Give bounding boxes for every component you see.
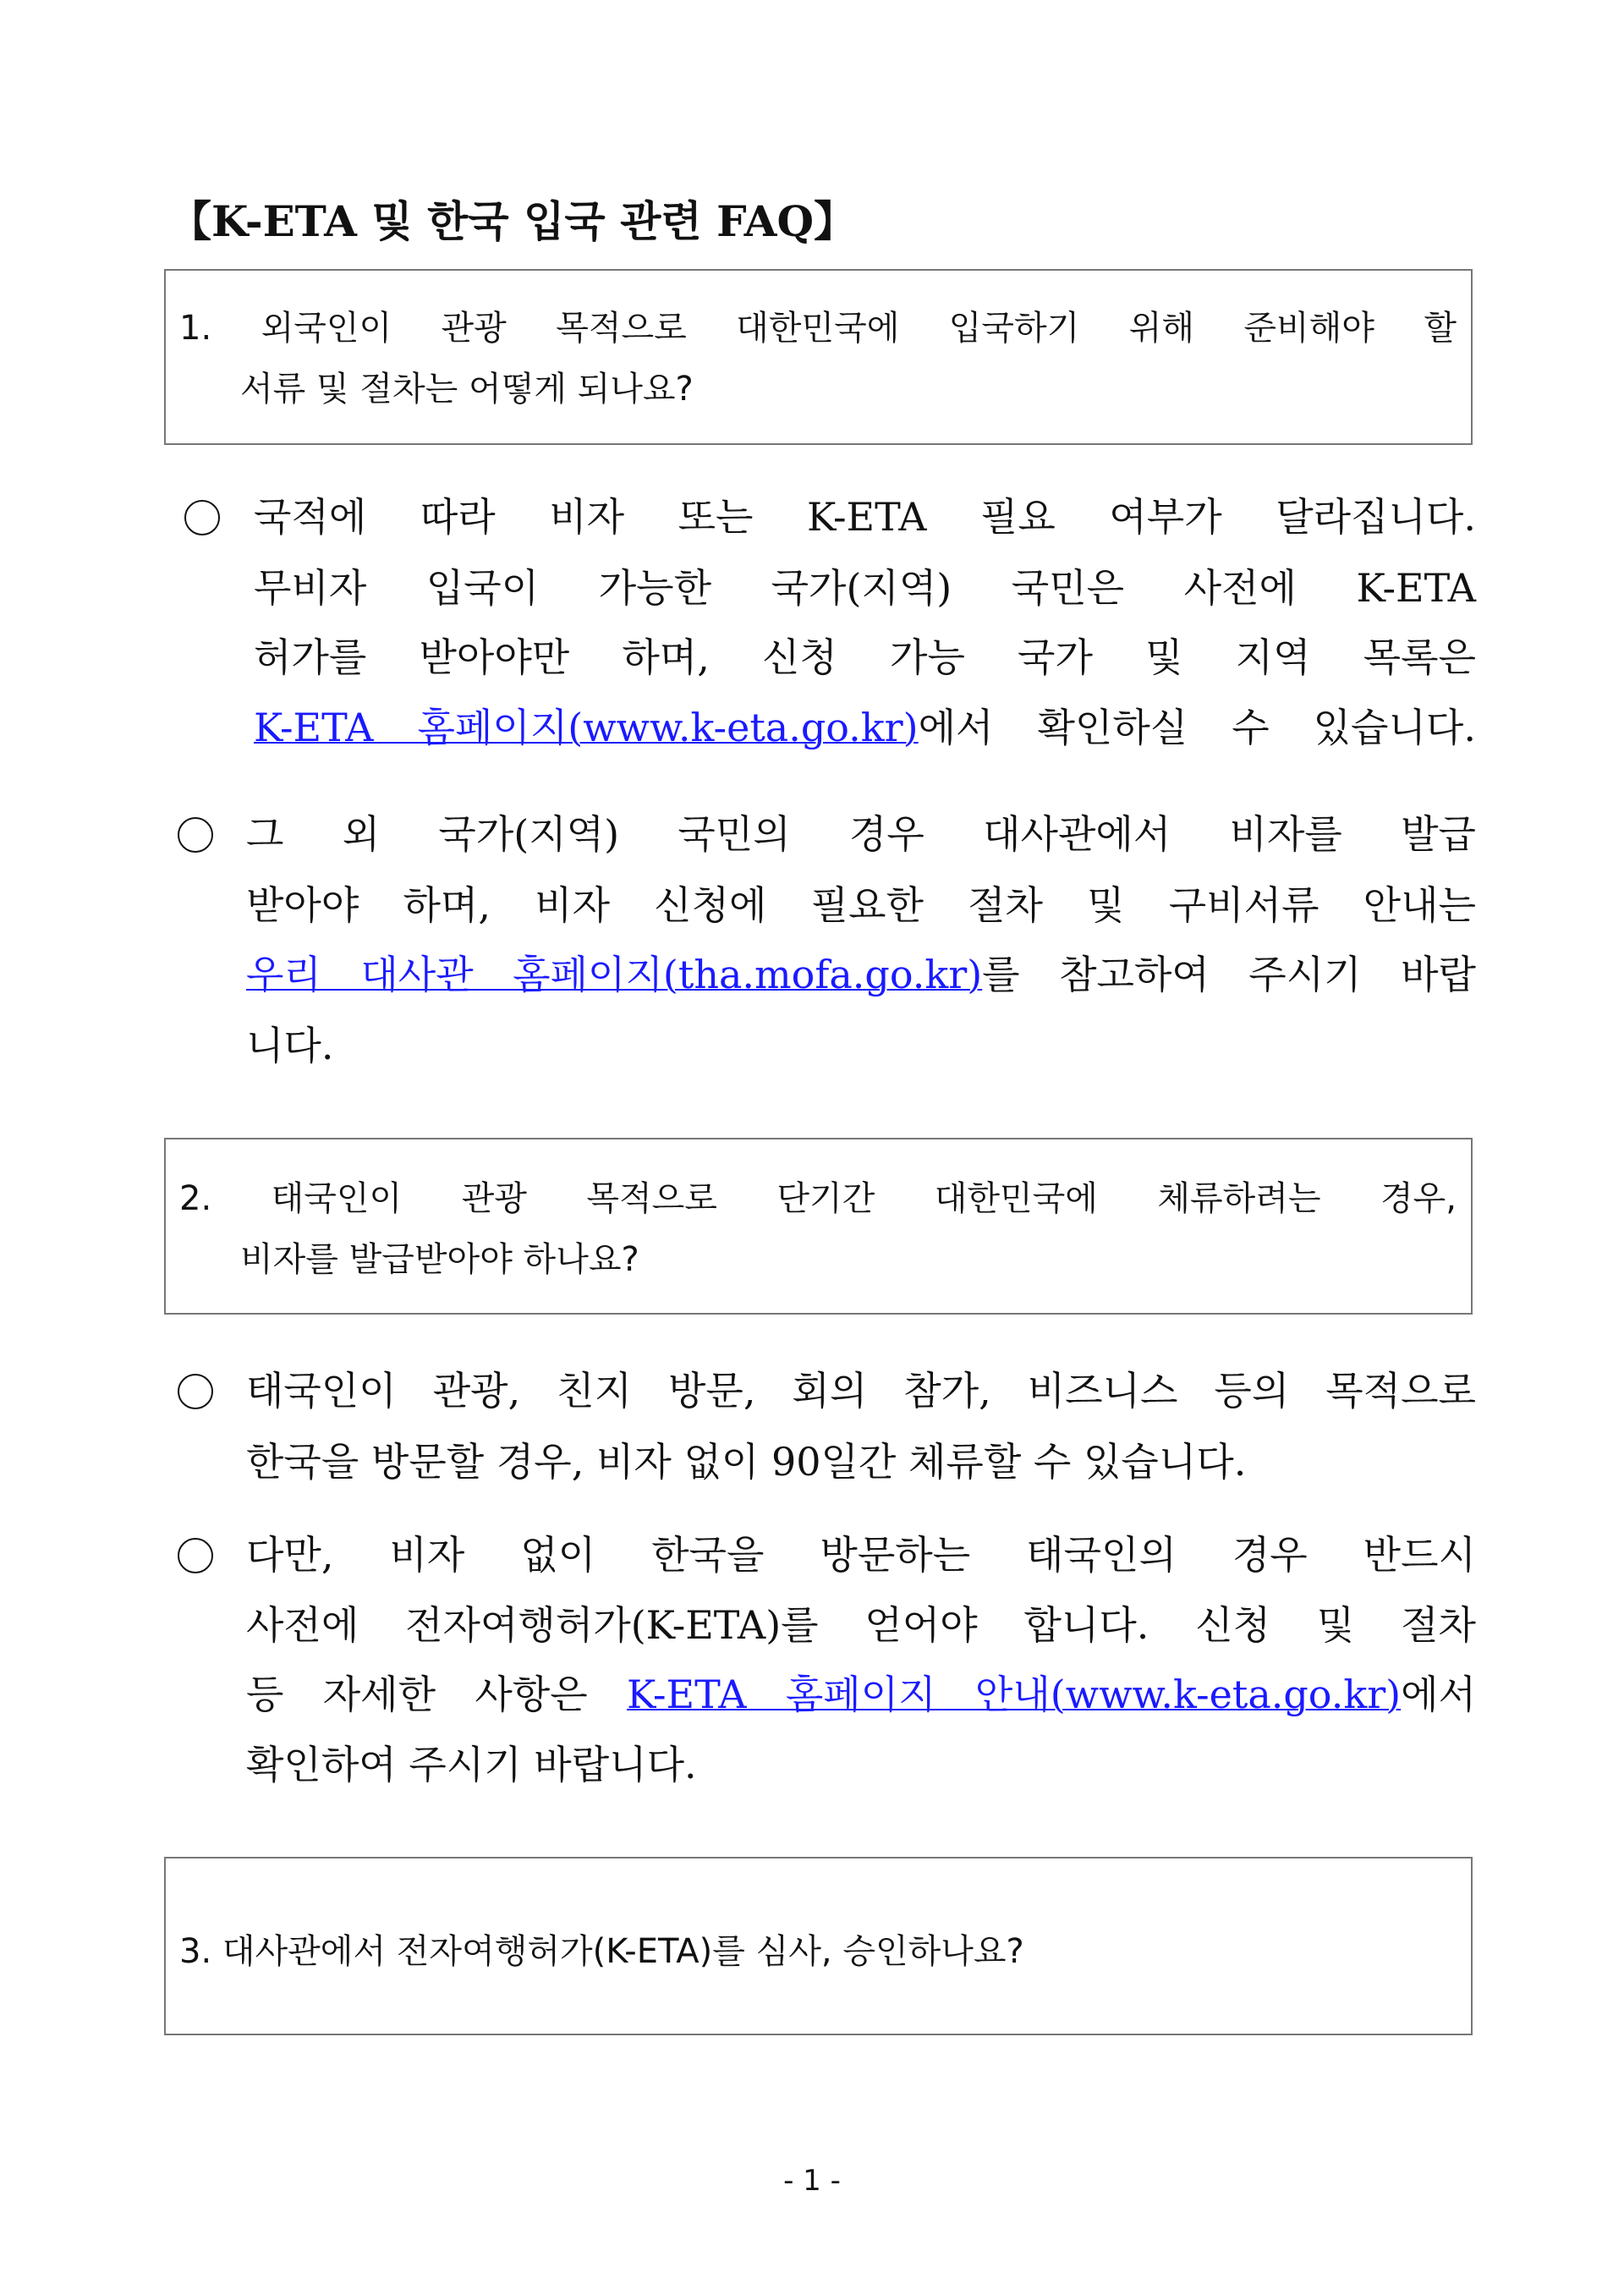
circle-bullet-icon (178, 817, 213, 853)
question-3-line-1: 3. 대사관에서 전자여행허가(K-ETA)를 심사, 승인하나요? (179, 1932, 1024, 1971)
answer-1-1-line-4 (254, 702, 1476, 753)
answer-1-1-line-1: 국적에 따라 비자 또는 K-ETA 필요 여부가 달라집니다. (254, 494, 1476, 540)
question-2-line-2: 비자를 발급받아야 하나요? (240, 1240, 639, 1279)
k-eta-homepage-link[interactable]: K-ETA 홈페이지(www.k-eta.go.kr) (254, 705, 919, 750)
answer-1-2-line-2: 받아야 하며, 비자 신청에 필요한 절차 및 구비서류 안내는 (246, 882, 1476, 928)
answer-1-1-line-3: 허가를 받아야만 하며, 신청 가능 국가 및 지역 목록은 (254, 634, 1476, 680)
question-box-1 (164, 269, 1473, 445)
document-title: 【K-ETA 및 한국 입국 관련 FAQ】 (169, 196, 857, 246)
answer-2-2-line-2: 사전에 전자여행허가(K-ETA)를 얻어야 합니다. 신청 및 절차 (246, 1602, 1476, 1648)
embassy-homepage-link[interactable]: 우리 대사관 홈페이지(tha.mofa.go.kr) (246, 952, 983, 997)
answer-2-1-line-2: 한국을 방문할 경우, 비자 없이 90일간 체류할 수 있습니다. (246, 1439, 1247, 1485)
question-box-2 (164, 1138, 1473, 1315)
question-box-3 (164, 1857, 1473, 2035)
circle-bullet-icon (178, 1374, 213, 1409)
answer-2-2-line-4: 확인하여 주시기 바랍니다. (246, 1742, 697, 1787)
answer-2-2-line-3-prefix: 등 자세한 사항은 (246, 1672, 627, 1717)
question-1-line-1: 1. 외국인이 관광 목적으로 대한민국에 입국하기 위해 준비해야 할 (179, 309, 1457, 348)
circle-bullet-icon (178, 1538, 213, 1573)
answer-1-2-line-3 (246, 949, 1476, 1000)
answer-2-2-line-3-suffix: 에서 (1401, 1672, 1477, 1717)
answer-1-2-line-4: 니다. (246, 1023, 334, 1068)
answer-1-2-line-3-text: 를 참고하여 주시기 바랍 (982, 952, 1476, 997)
answer-1-2-line-1: 그 외 국가(지역) 국민의 경우 대사관에서 비자를 발급 (246, 811, 1476, 857)
answer-2-2-line-3 (246, 1669, 1476, 1720)
question-2-line-1: 2. 태국인이 관광 목적으로 단기간 대한민국에 체류하려는 경우, (179, 1179, 1457, 1218)
answer-1-1-line-4-text: 에서 확인하실 수 있습니다. (918, 705, 1476, 750)
k-eta-homepage-guide-link[interactable]: K-ETA 홈페이지 안내(www.k-eta.go.kr) (627, 1672, 1402, 1717)
circle-bullet-icon (184, 500, 220, 535)
question-1-line-2: 서류 및 절차는 어떻게 되나요? (240, 370, 694, 409)
answer-1-1-line-2: 무비자 입국이 가능한 국가(지역) 국민은 사전에 K-ETA (254, 565, 1476, 611)
answer-2-2-line-1: 다만, 비자 없이 한국을 방문하는 태국인의 경우 반드시 (246, 1532, 1476, 1578)
answer-2-1-line-1: 태국인이 관광, 친지 방문, 회의 참가, 비즈니스 등의 목적으로 (246, 1368, 1476, 1414)
page-number: - 1 - (783, 2164, 841, 2198)
